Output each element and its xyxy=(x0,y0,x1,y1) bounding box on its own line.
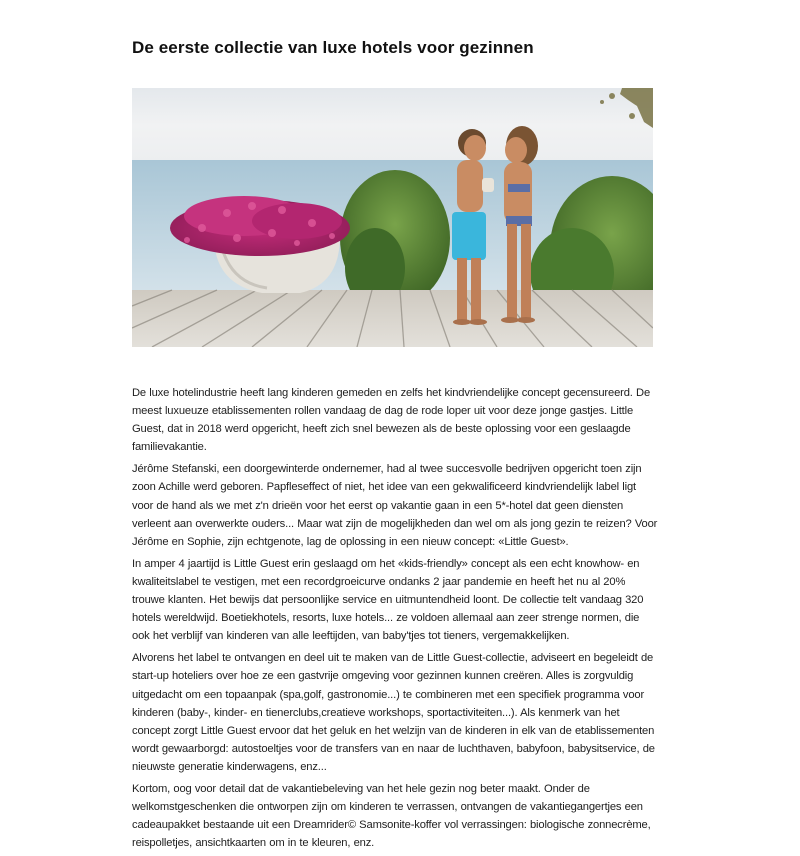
paragraph: De luxe hotelindustrie heeft lang kinderen gemeden en zelfs het kindvriendelijke concept gecensureerd. De meest luxueuze etablissementen rollen vandaag de dag de rode loper uit voor deze jonge gastjes. Little Guest, dat in 2018 werd opgericht, heeft zich snel bewezen als de beste oplossing voor een geslaagde familievakantie. xyxy=(132,387,651,454)
paragraph: Jérôme Stefanski, een doorgewinterde ondernemer, had al twee succesvolle bedrijven opgericht toen zijn zoon Achille werd geboren. Papfleseffect of niet, het idee van een gekwalificeerd kindvriendelijk label ligt voor de hand als we met z'n drieën voor het eerst op vakantie gaan in een 5*-hotel dat geen diensten verleent aan overwerkte ouders... Maar wat zijn de mogelijkheden dan wel om als jong gezin te reizen? Voor Jérôme en Sophie, zijn echtgenote, lag de oplossing in een nieuw concept: «Little Guest». xyxy=(132,463,658,548)
article-title: De eerste collectie van luxe hotels voor gezinnen xyxy=(132,38,534,57)
paragraph: In amper 4 jaartijd is Little Guest erin geslaagd om het «kids-friendly» concept als een echt knowhow- en kwaliteitslabel te vestigen, met een recordgroeicurve ondanks 2 jaar pandemie en heeft het nu al 20% trouwe klanten. Het bewijs dat persoonlijke service en uitmuntendheid loont. De collectie telt vandaag 320 hotels wereldwijd. Boetiekhotels, resorts, luxe hotels... ze voldoen allemaal aan zeer strenge normen, die ook het verblijf van kinderen van alle leeftijden, van baby'tjes tot tieners, vergemakkelijken. xyxy=(132,557,644,643)
article-photo xyxy=(132,88,653,347)
children-on-deck-illustration xyxy=(132,88,653,347)
article-body xyxy=(132,384,658,856)
paragraph: Kortom, oog voor detail dat de vakantiebeleving van het hele gezin nog beter maakt. Onder de welkomstgeschenken die ontworpen zijn om kinderen te verrassen, ontvangen de vakantiegangertjes een cadeaupakket bestaande uit een Dreamrider© Samsonite-koffer vol verrassingen: biologische zonnecrème, reispolletjes, ansichtkaarten om in te kleuren, enz. xyxy=(132,782,651,850)
paragraph: Alvorens het label te ontvangen en deel uit te maken van de Little Guest-collectie, adviseert en begeleidt de start-up hoteliers over hoe ze een gastvrije omgeving voor gezinnen kunnen creëren. Alles is zorgvuldig uitgedacht om een topaanpak (spa,golf, gastronomie...) te combineren met een specifiek programma voor kinderen (baby-, kinder- en tienerclubs,creatieve workshops, sportactiviteiten...). Als kenmerk van het concept zorgt Little Guest ervoor dat het geluk en het welzijn van de kinderen in elk van de etablissementen wordt gewaarborgd: autostoeltjes voor de transfers van en naar de luchthaven, babyfoon, babysitservice, de nieuwste generatie kinderwagens, enz... xyxy=(132,652,655,773)
